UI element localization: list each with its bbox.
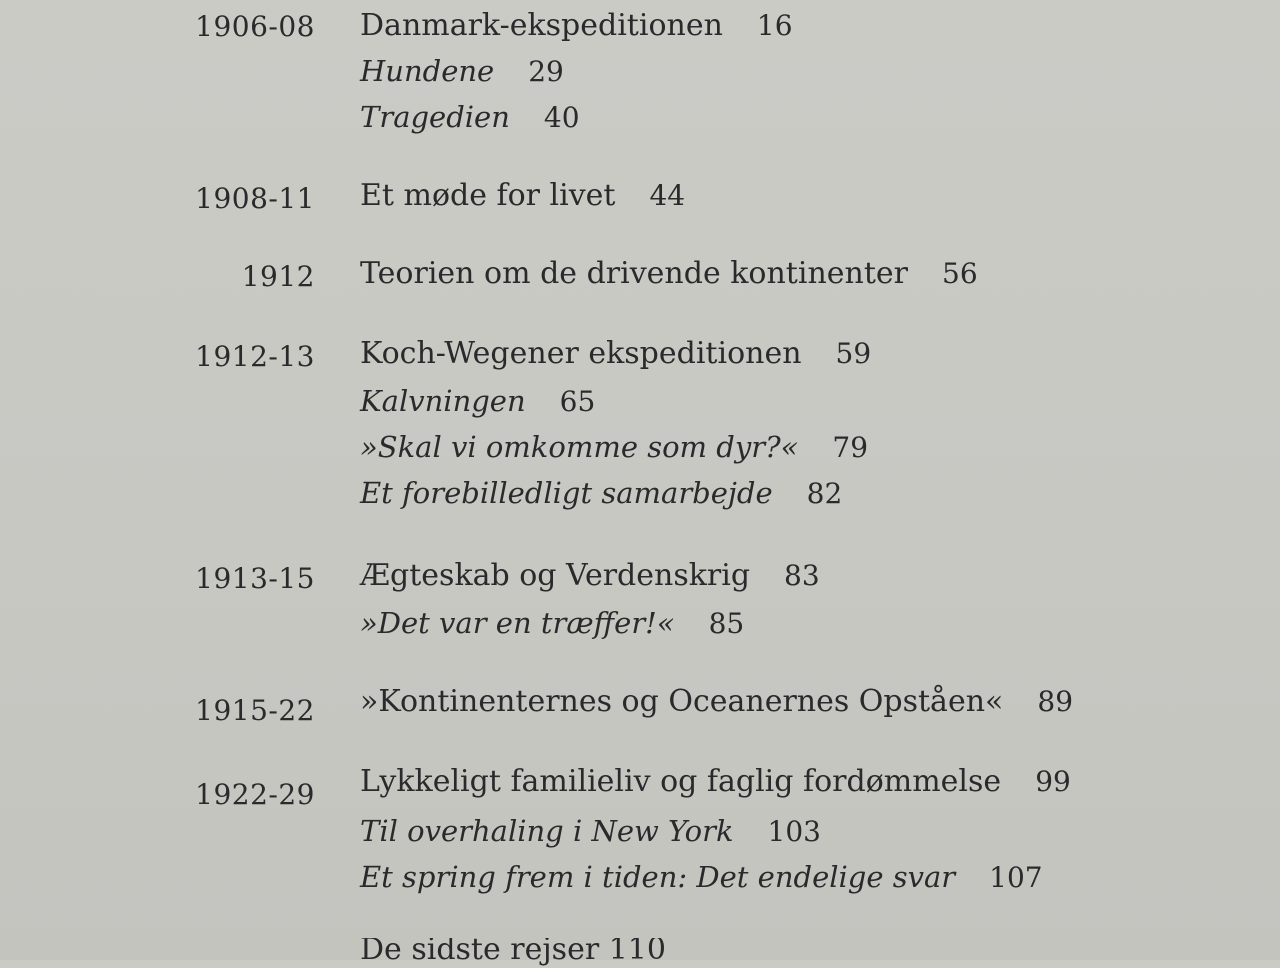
toc-entry-title: De sidste rejser 110 — [360, 938, 666, 967]
toc-entry-title: Teorien om de drivende kontinenter — [360, 256, 908, 291]
toc-entry-page: 59 — [835, 337, 872, 370]
toc-entry-page: 44 — [649, 179, 686, 212]
toc-subentry — [360, 384, 595, 418]
toc-entry-title: Et forebilledligt samarbejde — [360, 476, 773, 510]
toc-subentry — [360, 54, 564, 88]
toc-entry-title: Kalvningen — [360, 384, 526, 418]
toc-year: 1922-29 — [195, 778, 315, 811]
toc-entry-title: »Kontinenternes og Oceanernes Opståen« — [360, 684, 1004, 719]
toc-entry-page: 56 — [942, 257, 978, 290]
toc-entry-page: 79 — [832, 431, 869, 464]
toc-entry-page: 107 — [989, 861, 1043, 894]
toc-year: 1915-22 — [195, 694, 315, 727]
toc-year: 1912-13 — [195, 340, 315, 373]
toc-entry — [360, 684, 1073, 719]
toc-entry-page: 83 — [784, 559, 820, 592]
toc-entry — [360, 178, 685, 213]
toc-entry-page: 82 — [806, 477, 843, 510]
toc-entry-cut-off — [360, 938, 680, 968]
toc-subentry — [360, 100, 580, 134]
toc-subentry — [360, 476, 842, 510]
toc-subentry — [360, 860, 1043, 894]
toc-subentry — [360, 430, 868, 464]
toc-entry-title: Hundene — [360, 54, 495, 88]
toc-entry — [360, 764, 1071, 799]
toc-entry-page: 103 — [767, 815, 821, 848]
toc-entry-page: 99 — [1035, 765, 1071, 798]
toc-entry-page: 16 — [756, 9, 793, 42]
toc-entry-title: Et spring frem i tiden: Det endelige svar — [360, 860, 956, 894]
toc-entry-page: 40 — [543, 101, 580, 134]
toc-entry-title: Koch-Wegener ekspeditionen — [360, 336, 802, 371]
toc-year: 1908-11 — [195, 182, 315, 215]
toc-year: 1906-08 — [195, 10, 315, 43]
toc-entry-title: Til overhaling i New York — [360, 814, 734, 848]
toc-entry-title: »Skal vi omkomme som dyr?« — [360, 430, 799, 464]
toc-entry-title: Danmark-ekspeditionen — [360, 8, 723, 43]
toc-entry — [360, 558, 820, 593]
toc-entry-page: 85 — [708, 607, 745, 640]
toc-entry-title: Lykkeligt familieliv og faglig fordømmelse — [360, 764, 1002, 799]
toc-entry-page: 89 — [1037, 685, 1074, 718]
toc-entry — [360, 336, 871, 371]
toc-entry-title: Ægteskab og Verdenskrig — [360, 558, 751, 593]
toc-year: 1912 — [241, 260, 315, 293]
toc-entry-title: Tragedien — [360, 100, 510, 134]
toc-entry-page: 65 — [559, 385, 596, 418]
toc-subentry — [360, 814, 821, 848]
toc-entry — [360, 8, 793, 43]
toc-entry — [360, 256, 978, 291]
toc-entry-title: Et møde for livet — [360, 178, 616, 213]
toc-subentry — [360, 606, 744, 640]
toc-entry-title: »Det var en træffer!« — [360, 606, 675, 640]
toc-year: 1913-15 — [195, 562, 315, 595]
toc-entry-page: 29 — [528, 55, 564, 88]
